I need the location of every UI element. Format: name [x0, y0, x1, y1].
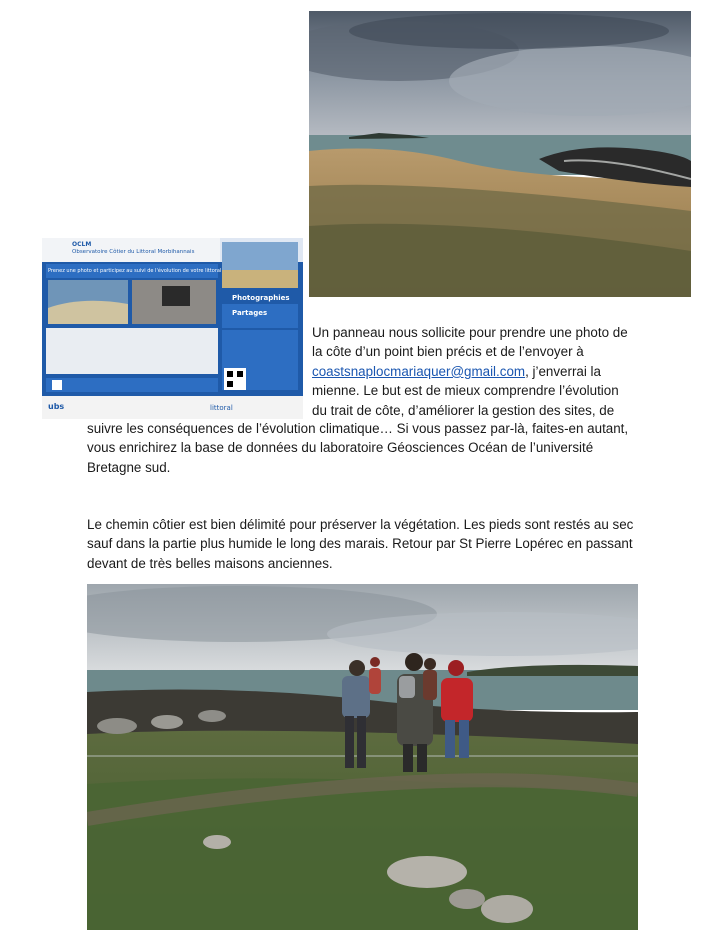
coastal-walk-scene-icon [87, 584, 638, 930]
paragraph-coastal-path [87, 515, 647, 573]
text-line: la côte d’un point bien précis et de l’envoyer à [312, 344, 584, 360]
email-link[interactable]: coastsnaplocmariaquer@gmail.com [312, 363, 526, 379]
paragraph-intro [312, 323, 642, 420]
panel-photographies: Photographies [232, 294, 290, 302]
paragraph-intro-continued [87, 419, 647, 477]
panel-footer-logo-littoral: littoral [210, 404, 233, 412]
coastal-walk-photo [87, 584, 638, 930]
text-line [312, 362, 642, 381]
panel-footer-logo-ubs: ubs [48, 402, 65, 411]
text-line: sauf dans la partie plus humide le long des marais. Retour par St Pierre Lopérec en passant [87, 536, 633, 552]
beach-photo [309, 11, 691, 297]
text-line: mienne. Le but est de mieux comprendre l’évolution [312, 383, 619, 399]
panel-header-title: Observatoire Côtier du Littoral Morbihannais [72, 249, 195, 255]
beach-scene-icon [309, 11, 691, 297]
panel-partages: Partages [232, 309, 268, 317]
panel-banner: Prenez une photo et participez au suivi de l'évolution de votre littoral [48, 268, 222, 274]
info-panel-icon [42, 238, 303, 419]
text-line: Bretagne sud. [87, 459, 171, 475]
text-fragment: , j’enverrai la [525, 363, 601, 379]
info-panel-photo [42, 238, 303, 419]
text-line: Un panneau nous sollicite pour prendre une photo de [312, 325, 628, 340]
text-line: du trait de côte, d’améliorer la gestion des sites, de [312, 402, 615, 418]
text-line: vous enrichirez la base de données du laboratoire Géosciences Océan de l’université [87, 440, 594, 456]
text-line: devant de très belles maisons anciennes. [87, 555, 333, 571]
panel-header-small: OCLM [72, 241, 92, 248]
text-line: suivre les conséquences de l’évolution climatique… Si vous passez par-là, faites-en autant, [87, 421, 629, 436]
text-line: Le chemin côtier est bien délimité pour préserver la végétation. Les pieds sont restés au sec [87, 517, 634, 532]
